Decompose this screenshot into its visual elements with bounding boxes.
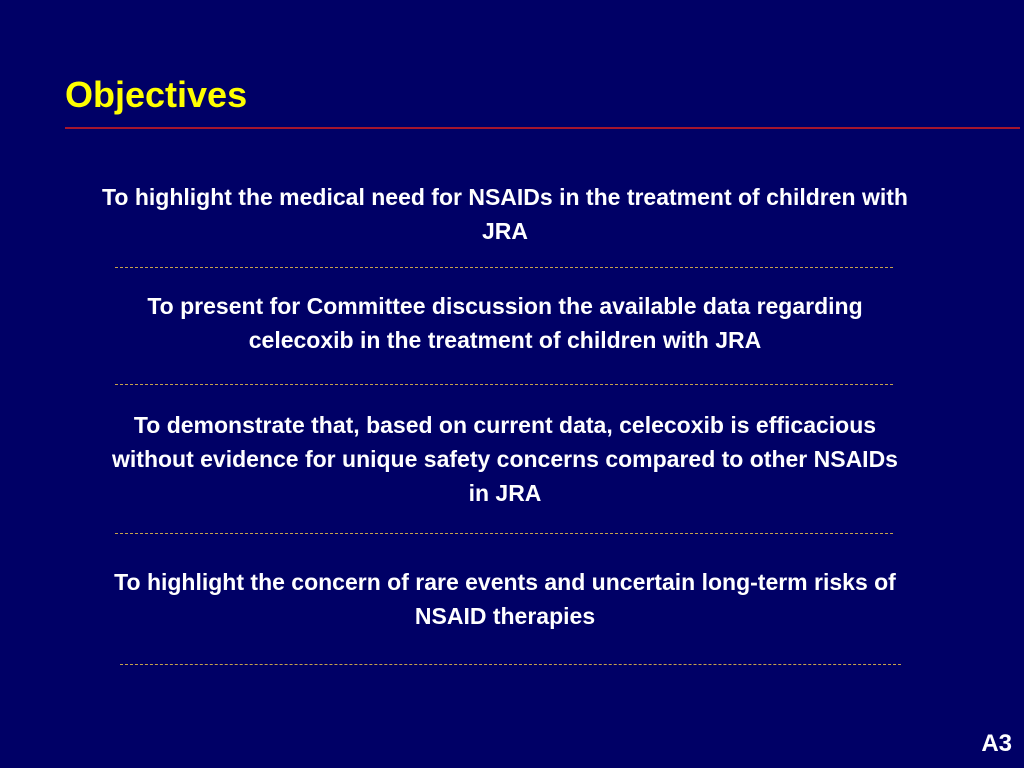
objective-divider-2 [115, 384, 893, 385]
objective-divider-1 [115, 267, 893, 268]
slide-title: Objectives [65, 74, 248, 115]
objective-4: To highlight the concern of rare events and uncertain long-term risks of NSAID therapies [114, 569, 896, 629]
objective-3: To demonstrate that, based on current data, celecoxib is efficacious without evidence for unique safety concerns compared to other NSAIDs in JRA [112, 412, 898, 506]
slide-number: A3 [981, 730, 1012, 757]
objective-2: To present for Committee discussion the available data regarding celecoxib in the treatment of children with JRA [147, 293, 863, 353]
objective-divider-3 [115, 533, 893, 534]
title-underline [65, 127, 1020, 129]
objective-divider-4 [120, 664, 901, 665]
objective-1: To highlight the medical need for NSAIDs in the treatment of children with JRA [102, 184, 908, 244]
